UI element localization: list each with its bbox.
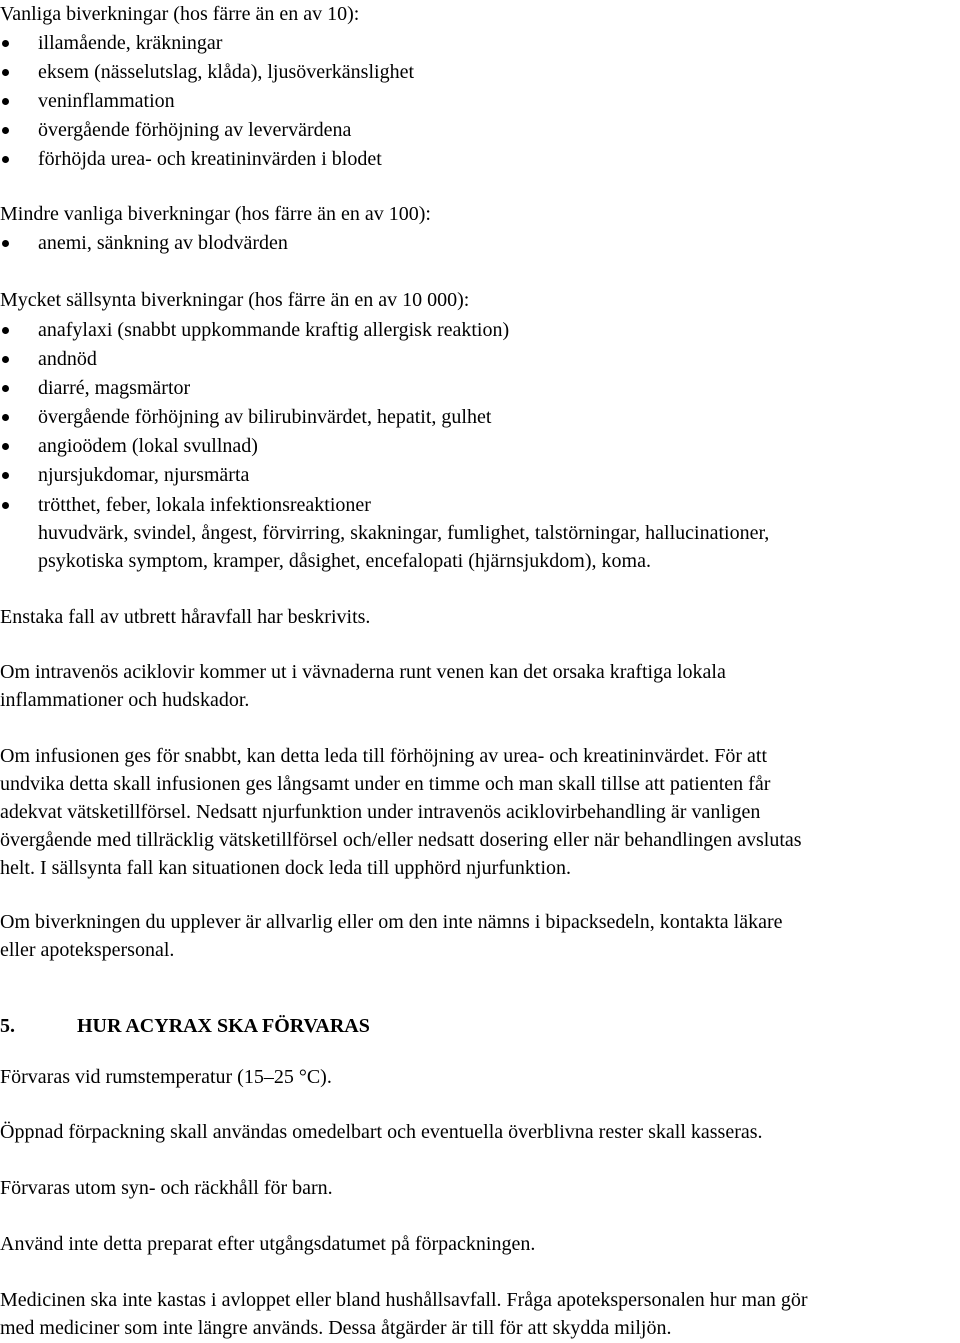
- list-item: diarré, magsmärtor: [38, 377, 191, 399]
- bullet-icon: [2, 240, 9, 247]
- bullet-icon: [2, 385, 9, 392]
- section-heading: Vanliga biverkningar (hos färre än en av 10):: [0, 3, 360, 25]
- paragraph-line: adekvat vätsketillförsel. Nedsatt njurfunktion under intravenös aciklovirbehandling är vanligen: [0, 801, 761, 823]
- list-item: övergående förhöjning av levervärdena: [38, 119, 352, 141]
- paragraph-line: Om intravenös aciklovir kommer ut i vävnaderna runt venen kan det orsaka kraftiga lokala: [0, 661, 726, 683]
- bullet-icon: [2, 40, 9, 47]
- paragraph-line: undvika detta skall infusionen ges långsamt under en timme och man skall tillse att patienten får: [0, 773, 771, 795]
- paragraph-line: Förvaras vid rumstemperatur (15–25 °C).: [0, 1066, 332, 1088]
- bullet-icon: [2, 414, 9, 421]
- bullet-icon: [2, 98, 9, 105]
- list-item: trötthet, feber, lokala infektionsreaktioner: [38, 494, 371, 516]
- paragraph-line: Använd inte detta preparat efter utgångsdatumet på förpackningen.: [0, 1233, 536, 1255]
- paragraph-line: Förvaras utom syn- och räckhåll för barn.: [0, 1177, 333, 1199]
- paragraph-line: Öppnad förpackning skall användas omedelbart och eventuella överblivna rester skall kasseras.: [0, 1121, 763, 1143]
- section-number: 5.: [0, 1015, 15, 1037]
- paragraph-line: inflammationer och hudskador.: [0, 689, 250, 711]
- bullet-icon: [2, 356, 9, 363]
- bullet-icon: [2, 327, 9, 334]
- bullet-icon: [2, 156, 9, 163]
- paragraph-line: med mediciner som inte längre används. Dessa åtgärder är till för att skydda miljön.: [0, 1317, 672, 1339]
- paragraph-line: Om infusionen ges för snabbt, kan detta leda till förhöjning av urea- och kreatininvärdet. För att: [0, 745, 768, 767]
- section-heading: Mycket sällsynta biverkningar (hos färre än en av 10 000):: [0, 289, 470, 311]
- list-item: njursjukdomar, njursmärta: [38, 464, 250, 486]
- list-item: andnöd: [38, 348, 97, 370]
- bullet-icon: [2, 127, 9, 134]
- paragraph-line: eller apotekspersonal.: [0, 939, 175, 961]
- list-item: angioödem (lokal svullnad): [38, 435, 258, 457]
- bullet-icon: [2, 69, 9, 76]
- list-item: veninflammation: [38, 90, 175, 112]
- list-item: illamående, kräkningar: [38, 32, 223, 54]
- list-item: anafylaxi (snabbt uppkommande kraftig allergisk reaktion): [38, 319, 510, 341]
- paragraph-line: Om biverkningen du upplever är allvarlig eller om den inte nämns i bipacksedeln, kontakta läkare: [0, 911, 783, 933]
- section-title: HUR ACYRAX SKA FÖRVARAS: [77, 1015, 370, 1037]
- section-heading: Mindre vanliga biverkningar (hos färre än en av 100):: [0, 203, 431, 225]
- paragraph-line: Medicinen ska inte kastas i avloppet eller bland hushållsavfall. Fråga apotekspersonalen hur man gör: [0, 1289, 808, 1311]
- list-item: förhöjda urea- och kreatininvärden i blodet: [38, 148, 382, 170]
- paragraph-line: Enstaka fall av utbrett håravfall har beskrivits.: [0, 606, 371, 628]
- list-item-continuation: huvudvärk, svindel, ångest, förvirring, skakningar, fumlighet, talstörningar, hallucinationer,: [38, 522, 770, 544]
- list-item: eksem (nässelutslag, klåda), ljusöverkänslighet: [38, 61, 415, 83]
- list-item: anemi, sänkning av blodvärden: [38, 232, 288, 254]
- list-item: övergående förhöjning av bilirubinvärdet, hepatit, gulhet: [38, 406, 492, 428]
- bullet-icon: [2, 443, 9, 450]
- paragraph-line: övergående med tillräcklig vätsketillförsel och/eller nedsatt dosering eller när behandlingen avslutas: [0, 829, 802, 851]
- list-item-continuation: psykotiska symptom, kramper, dåsighet, encefalopati (hjärnsjukdom), koma.: [38, 550, 651, 572]
- bullet-icon: [2, 502, 9, 509]
- bullet-icon: [2, 472, 9, 479]
- paragraph-line: helt. I sällsynta fall kan situationen dock leda till upphörd njurfunktion.: [0, 857, 571, 879]
